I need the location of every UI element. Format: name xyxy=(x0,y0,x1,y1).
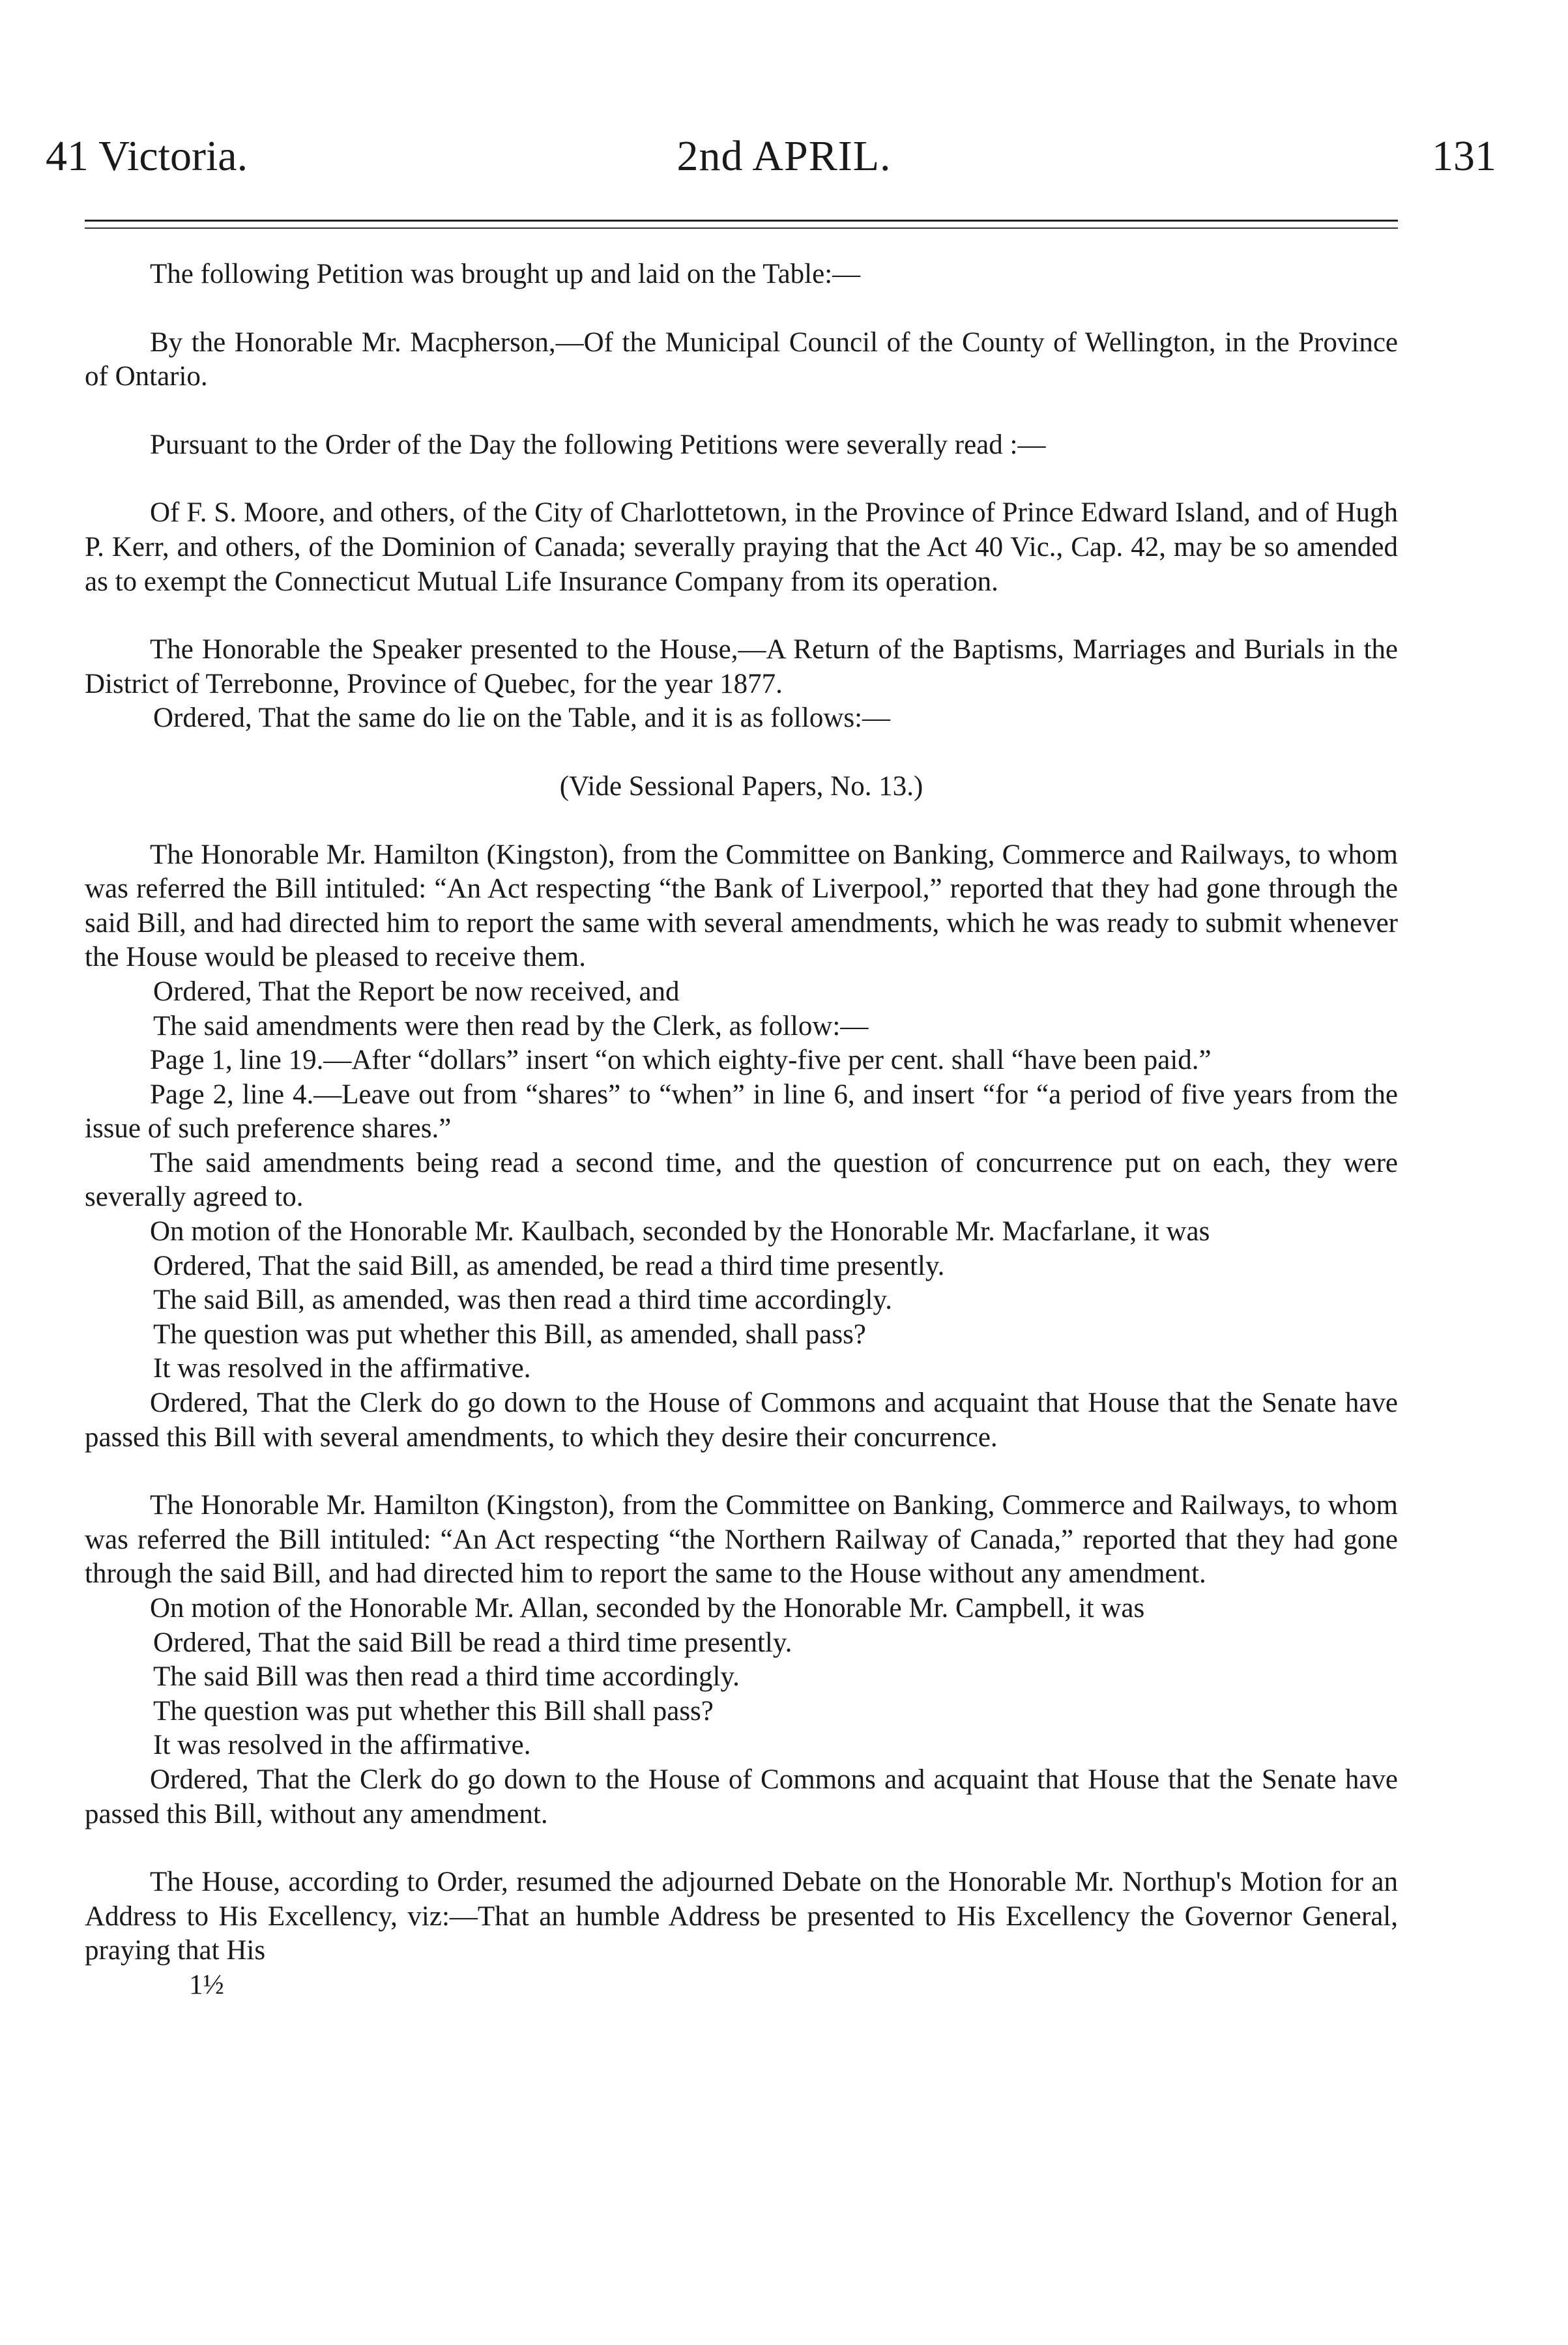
paragraph: It was resolved in the affirmative. xyxy=(153,1730,531,1761)
paragraph: The House, according to Order, resumed the adjourned Debate on the Honorable Mr. Northup's Motion for an Address to His Excellency, viz:—That an humble Address be presented to His Excellency the Governor General, praying that His xyxy=(85,1867,1398,1966)
paragraph: On motion of the Honorable Mr. Kaulbach, seconded by the Honorable Mr. Macfarlane, it was xyxy=(150,1216,1210,1247)
paragraph: Pursuant to the Order of the Day the following Petitions were severally read :— xyxy=(150,429,1046,460)
paragraph: By the Honorable Mr. Macpherson,—Of the Municipal Council of the County of Wellington, in the Province of Ontario. xyxy=(85,327,1398,392)
paragraph: The following Petition was brought up and laid on the Table:— xyxy=(150,259,861,289)
header-rule-thick xyxy=(85,220,1398,222)
paragraph: Ordered, That the Report be now received, and xyxy=(153,976,680,1007)
paragraph: Page 2, line 4.—Leave out from “shares” to “when” in line 6, and insert “for “a period of five years from the issue of such preference shares.” xyxy=(85,1079,1398,1144)
paragraph: The Honorable the Speaker presented to the House,—A Return of the Baptisms, Marriages and Burials in the District of Terrebonne, Province of Quebec, for the year 1877. xyxy=(85,634,1398,699)
page-header xyxy=(46,130,1522,182)
paragraph: On motion of the Honorable Mr. Allan, seconded by the Honorable Mr. Campbell, it was xyxy=(150,1593,1145,1624)
paragraph: Ordered, That the said Bill, as amended, be read a third time presently. xyxy=(153,1250,945,1281)
paragraph: The said Bill, as amended, was then read a third time accordingly. xyxy=(153,1285,892,1316)
paragraph: The Honorable Mr. Hamilton (Kingston), from the Committee on Banking, Commerce and Railways, to whom was referred the Bill intituled: “An Act respecting “the Northern Railway of Canada,” reported that they had gone through the said Bill, and had directed him to report the same to the House without any amendment. xyxy=(85,1490,1398,1590)
paragraph: It was resolved in the affirmative. xyxy=(153,1353,531,1384)
paragraph: Ordered, That the Clerk do go down to the House of Commons and acquaint that House that the Senate have passed this Bill, without any amendment. xyxy=(85,1764,1398,1829)
header-rule-thin xyxy=(85,227,1398,229)
paragraph: Ordered, That the Clerk do go down to the House of Commons and acquaint that House that the Senate have passed this Bill with several amendments, to which they desire their concurrence. xyxy=(85,1388,1398,1453)
paragraph: The said amendments were then read by the Clerk, as follow:— xyxy=(153,1010,869,1041)
paragraph: Of F. S. Moore, and others, of the City of Charlottetown, in the Province of Prince Edward Island, and of Hugh P. Kerr, and others, of the Dominion of Canada; severally praying that the Act 40 Vic., Cap. 42, may be so amended as to exempt the Connecticut Mutual Life Insurance Company from its operation. xyxy=(85,497,1398,597)
signature-mark: 1½ xyxy=(189,1969,224,2000)
paragraph: The question was put whether this Bill, as amended, shall pass? xyxy=(153,1318,866,1350)
header-session: 41 Victoria. xyxy=(46,132,248,180)
paragraph: The question was put whether this Bill shall pass? xyxy=(153,1695,714,1726)
paragraph: The Honorable Mr. Hamilton (Kingston), from the Committee on Banking, Commerce and Railways, to whom was referred the Bill intituled: “An Act respecting “the Bank of Liverpool,” reported that they had gone through the said Bill, and had directed him to report the same with several amendments, which he was ready to submit whenever the House would be pleased to receive them. xyxy=(85,839,1398,973)
page-number: 131 xyxy=(1432,132,1496,180)
paragraph: Ordered, That the same do lie on the Table, and it is as follows:— xyxy=(153,703,891,734)
document-body xyxy=(85,257,1398,2003)
header-date: 2nd APRIL. xyxy=(676,132,892,180)
paragraph: (Vide Sessional Papers, No. 13.) xyxy=(559,770,923,802)
paragraph: The said amendments being read a second time, and the question of concurrence put on each, they were severally agreed to. xyxy=(85,1147,1398,1213)
paragraph: Page 1, line 19.—After “dollars” insert “on which eighty-five per cent. shall “have been paid.” xyxy=(150,1045,1212,1076)
paragraph: Ordered, That the said Bill be read a third time presently. xyxy=(153,1627,792,1658)
paragraph: The said Bill was then read a third time accordingly. xyxy=(153,1661,740,1693)
